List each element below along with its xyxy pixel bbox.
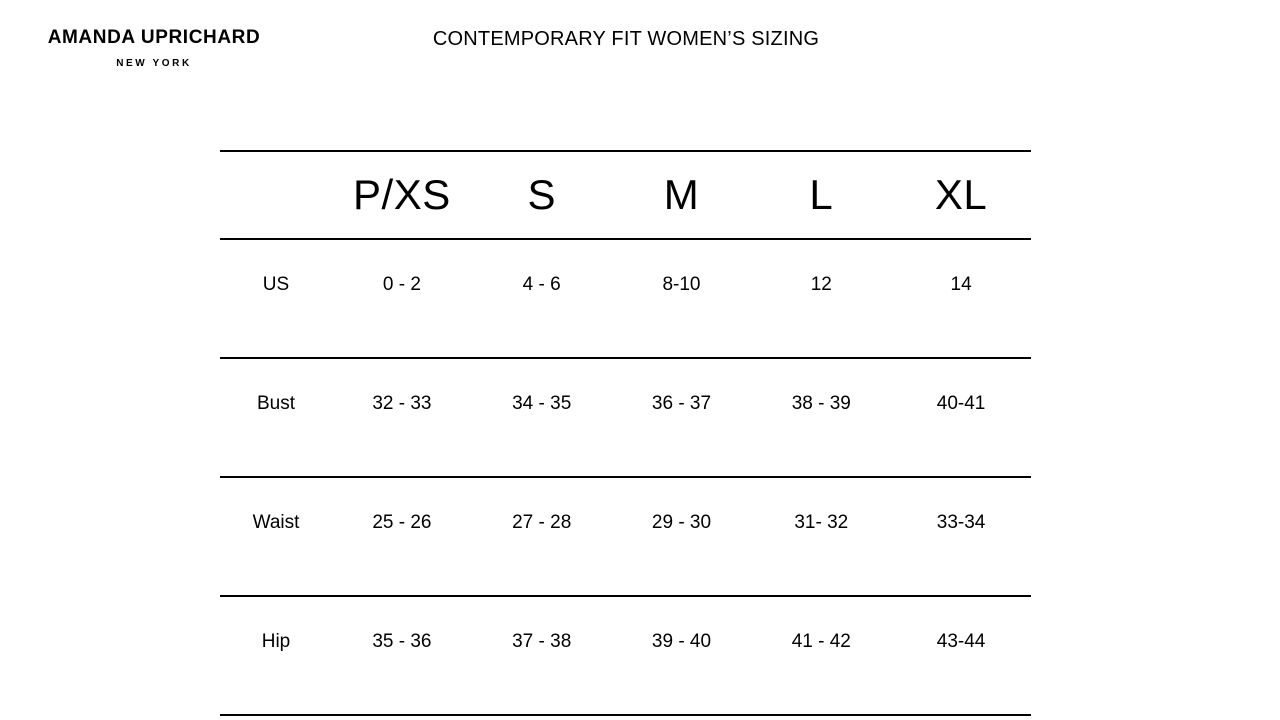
cell-value: 0 - 2 [382, 273, 421, 295]
table-cell [332, 239, 472, 358]
column-header-label: L [809, 171, 834, 218]
column-header-s [472, 151, 612, 239]
table-row [220, 477, 1031, 596]
cell-value: 4 - 6 [522, 273, 561, 295]
table-corner-cell [220, 151, 332, 239]
table-cell [612, 358, 752, 477]
table-cell [612, 239, 752, 358]
table-cell [891, 358, 1031, 477]
brand-name: AMANDA UPRICHARD [47, 27, 261, 48]
row-label-waist [220, 477, 332, 596]
row-label: US [262, 273, 290, 295]
cell-value: 31- 32 [794, 511, 849, 533]
cell-value: 43-44 [936, 630, 986, 652]
table-cell [472, 477, 612, 596]
cell-value: 34 - 35 [512, 392, 572, 414]
table-cell [751, 477, 891, 596]
cell-value: 33-34 [936, 511, 986, 533]
row-label-hip [220, 596, 332, 715]
brand-subtitle: NEW YORK [116, 57, 192, 69]
cell-value: 32 - 33 [372, 392, 432, 414]
table-cell [751, 239, 891, 358]
table-cell [332, 358, 472, 477]
table-cell [332, 596, 472, 715]
cell-value: 39 - 40 [651, 630, 712, 652]
cell-value: 37 - 38 [512, 630, 572, 652]
table-cell [891, 477, 1031, 596]
table-cell [751, 358, 891, 477]
cell-value: 40-41 [936, 392, 986, 414]
cell-value: 8-10 [662, 273, 701, 295]
table-cell [891, 596, 1031, 715]
cell-value: 25 - 26 [372, 511, 432, 533]
row-label-us [220, 239, 332, 358]
table-row [220, 358, 1031, 477]
cell-value: 12 [810, 273, 832, 295]
table-cell [612, 477, 752, 596]
row-label: Waist [252, 511, 300, 533]
column-header-m [612, 151, 752, 239]
table-cell [751, 596, 891, 715]
cell-value: 14 [950, 273, 972, 295]
cell-value: 29 - 30 [651, 511, 712, 533]
table-row [220, 239, 1031, 358]
page-title: CONTEMPORARY FIT WOMEN’S SIZING [432, 28, 820, 50]
size-chart [220, 150, 1031, 716]
row-label: Hip [261, 630, 291, 652]
table-cell [472, 239, 612, 358]
table-cell [472, 358, 612, 477]
table-header-row [220, 151, 1031, 239]
table-cell [891, 239, 1031, 358]
column-header-label: S [527, 171, 556, 218]
row-label: Bust [256, 392, 296, 414]
table-cell [612, 596, 752, 715]
cell-value: 38 - 39 [791, 392, 851, 414]
size-chart-table [220, 150, 1031, 716]
cell-value: 35 - 36 [372, 630, 432, 652]
column-header-label: M [663, 171, 700, 218]
column-header-xl [891, 151, 1031, 239]
row-label-bust [220, 358, 332, 477]
column-header-label: XL [934, 171, 988, 218]
column-header-l [751, 151, 891, 239]
table-cell [472, 596, 612, 715]
cell-value: 36 - 37 [651, 392, 712, 414]
table-row [220, 596, 1031, 715]
column-header-label: P/XS [353, 171, 451, 218]
column-header-pxs [332, 151, 472, 239]
cell-value: 41 - 42 [791, 630, 851, 652]
table-cell [332, 477, 472, 596]
cell-value: 27 - 28 [512, 511, 572, 533]
